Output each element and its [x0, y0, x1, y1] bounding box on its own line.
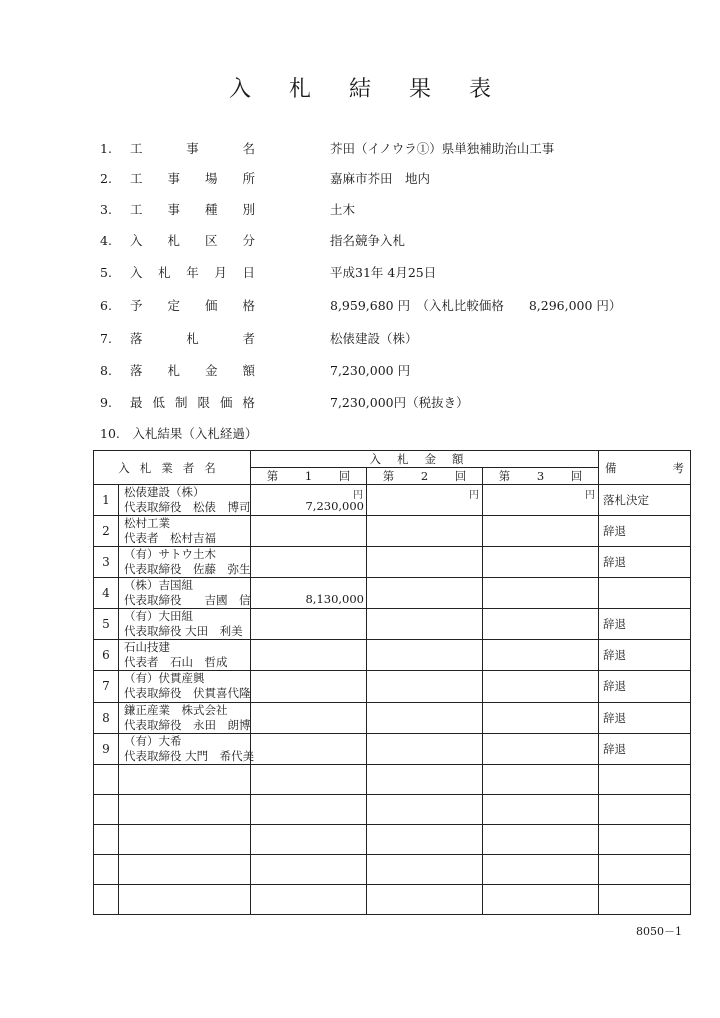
- note-cell: 辞退: [599, 702, 691, 733]
- info-row: [100, 228, 406, 252]
- info-label-char: 格: [242, 298, 255, 313]
- header-round-2: 第 2 回: [367, 468, 483, 485]
- info-row: [100, 260, 437, 284]
- bid-amount-round-3: [483, 609, 599, 640]
- bid-amount-round-3: [483, 516, 599, 547]
- info-value: 松俵建設（株）: [330, 331, 418, 346]
- info-label-char: 予: [130, 298, 143, 313]
- info-label-char: 最: [130, 395, 143, 410]
- bid-rows: [94, 485, 691, 915]
- representative: 代表者 石山 哲成: [124, 655, 228, 670]
- bidder-cell: [119, 485, 251, 516]
- info-row: [100, 197, 356, 221]
- info-value: 7,230,000 円: [330, 363, 411, 378]
- row-number: 3: [94, 547, 119, 578]
- company-name: 鎌正産業 株式会社: [124, 702, 228, 717]
- bidder-cell: [119, 733, 255, 764]
- table-row: [94, 485, 691, 516]
- empty-cell: [119, 854, 251, 884]
- bid-amount-round-3: [483, 578, 599, 609]
- empty-row: [94, 824, 691, 854]
- info-label-char: 工: [130, 141, 143, 156]
- row-number: 7: [94, 671, 119, 702]
- info-label-char: 月: [214, 265, 227, 280]
- empty-cell: [367, 884, 483, 914]
- company-name: 石山技建: [124, 640, 170, 655]
- header-bidder-name: 入札業者名: [94, 451, 251, 485]
- info-label-char: 札: [167, 233, 180, 248]
- row-number: 1: [94, 485, 119, 516]
- header-round-3: 第 3 回: [483, 468, 599, 485]
- info-label-char: 落: [130, 363, 143, 378]
- info-label: [130, 200, 255, 218]
- bid-amount-round-2: [367, 733, 483, 764]
- info-label-char: 札: [158, 265, 171, 280]
- info-label: [130, 139, 255, 157]
- header-note: [599, 451, 691, 485]
- representative: 代表者 松村吉福: [124, 531, 216, 546]
- bid-amount-round-1: [251, 485, 367, 516]
- note-cell: 辞退: [599, 640, 691, 671]
- info-label-char: 金: [204, 363, 218, 378]
- bid-amount-round-1: [251, 640, 367, 671]
- empty-cell: [94, 824, 119, 854]
- table-row: [94, 516, 691, 547]
- info-value: 平成31年 4月25日: [330, 265, 437, 280]
- bidder-cell: [119, 640, 251, 671]
- bid-amount-round-2: [367, 702, 483, 733]
- document-title: 入札結果表: [228, 77, 529, 102]
- info-value: 土木: [330, 202, 356, 217]
- note-cell: [599, 578, 691, 609]
- representative: 代表取締役 佐藤 弥生: [124, 562, 251, 577]
- info-number: 9.: [100, 394, 112, 410]
- info-label-char: 年: [186, 265, 199, 280]
- row-number: 9: [94, 733, 119, 764]
- info-label-char: 工: [130, 202, 143, 217]
- info-label-char: 日: [242, 265, 255, 280]
- bid-amount-round-1: [251, 516, 367, 547]
- empty-cell: [367, 854, 483, 884]
- yen-unit: 円: [353, 490, 363, 502]
- info-label: [130, 231, 255, 249]
- info-number: 7.: [100, 330, 112, 346]
- info-row: [100, 166, 431, 190]
- info-label-char: 場: [204, 171, 218, 186]
- bid-value: 8,130,000: [305, 592, 364, 607]
- bid-amount-round-3: [483, 547, 599, 578]
- representative: 代表取締役 永田 朗博: [124, 717, 251, 732]
- bid-amount-round-2: [367, 578, 483, 609]
- info-label-char: 入: [130, 233, 143, 248]
- header-note-char-2: 考: [672, 460, 684, 475]
- company-name: 松俵建設（株）: [124, 485, 205, 500]
- empty-cell: [599, 854, 691, 884]
- info-number: 3.: [100, 201, 112, 217]
- row-number: 2: [94, 516, 119, 547]
- empty-cell: [94, 854, 119, 884]
- empty-row: [94, 764, 691, 794]
- empty-cell: [367, 794, 483, 824]
- empty-cell: [599, 824, 691, 854]
- bid-amount-round-2: [367, 547, 483, 578]
- company-name: （有）伏貫産興: [124, 671, 205, 686]
- empty-cell: [599, 884, 691, 914]
- representative: 代表取締役 伏貫喜代隆: [124, 686, 251, 701]
- company-name: 松村工業: [124, 516, 170, 531]
- bid-amount-round-3: [483, 485, 599, 516]
- note-cell: 落札決定: [599, 485, 691, 516]
- info-row: [100, 136, 555, 160]
- info-label-char: 定: [167, 298, 180, 313]
- info-row: [100, 293, 622, 317]
- bid-amount-round-1: [251, 702, 367, 733]
- bid-amount-round-3: [483, 640, 599, 671]
- bid-amount-round-3: [483, 671, 599, 702]
- info-label-char: 種: [204, 202, 218, 217]
- info-label-char: 事: [167, 171, 180, 186]
- note-cell: 辞退: [599, 733, 691, 764]
- empty-cell: [367, 764, 483, 794]
- bid-amount-round-3: [483, 733, 599, 764]
- representative: 代表取締役 大田 利美: [124, 624, 243, 639]
- info-number: 1.: [100, 140, 112, 156]
- representative: 代表取締役 松俵 博司: [124, 500, 251, 515]
- empty-cell: [483, 794, 599, 824]
- empty-cell: [94, 794, 119, 824]
- info-label-char: 区: [204, 233, 218, 248]
- bidder-cell: [119, 516, 251, 547]
- bid-amount-round-2: [367, 485, 483, 516]
- empty-cell: [483, 824, 599, 854]
- empty-cell: [119, 764, 251, 794]
- bid-amount-round-2: [367, 609, 483, 640]
- info-row: [100, 390, 469, 414]
- empty-cell: [483, 884, 599, 914]
- representative: 代表取締役 大門 希代美: [124, 748, 255, 763]
- info-label: [130, 361, 255, 379]
- info-label: [130, 329, 255, 347]
- yen-unit: 円: [585, 490, 595, 502]
- info-label-char: 入: [130, 265, 143, 280]
- table-row: [94, 547, 691, 578]
- info-label-char: 事: [167, 202, 180, 217]
- header-round-1: 第 1 回: [251, 468, 367, 485]
- bid-amount-round-1: [251, 547, 367, 578]
- bid-value: 7,230,000: [305, 499, 364, 514]
- table-row: [94, 578, 691, 609]
- empty-cell: [119, 794, 251, 824]
- table-row: [94, 702, 691, 733]
- empty-cell: [251, 884, 367, 914]
- info-row: [100, 326, 418, 350]
- info-label-char: 名: [242, 141, 255, 156]
- table-row: [94, 733, 691, 764]
- section10-heading: 10. 入札結果（入札経過）: [100, 426, 258, 441]
- bid-amount-round-2: [367, 516, 483, 547]
- info-label-char: 額: [242, 363, 255, 378]
- empty-cell: [119, 824, 251, 854]
- empty-cell: [251, 854, 367, 884]
- info-label: [130, 296, 255, 314]
- bid-amount-round-1: [251, 733, 367, 764]
- note-cell: 辞退: [599, 516, 691, 547]
- info-label-char: 所: [242, 171, 255, 186]
- bid-amount-round-3: [483, 702, 599, 733]
- info-label-char: 分: [242, 233, 255, 248]
- info-label-char: 別: [242, 202, 255, 217]
- info-number: 8.: [100, 362, 112, 378]
- info-label-char: 落: [130, 331, 143, 346]
- empty-row: [94, 884, 691, 914]
- company-name: （有）サトウ土木: [124, 547, 216, 562]
- info-row: [100, 358, 411, 382]
- row-number: 8: [94, 702, 119, 733]
- info-value: 芥田（イノウラ①）県単独補助治山工事: [330, 141, 555, 156]
- info-number: 2.: [100, 170, 112, 186]
- note-cell: 辞退: [599, 547, 691, 578]
- info-label-char: 格: [242, 395, 255, 410]
- company-name: （有）大田組: [124, 609, 193, 624]
- bidder-cell: [119, 547, 251, 578]
- document-code: 8050－1: [636, 925, 682, 938]
- empty-cell: [251, 794, 367, 824]
- company-name: （株）吉国組: [124, 578, 193, 593]
- info-number: 5.: [100, 264, 112, 280]
- note-cell: 辞退: [599, 671, 691, 702]
- bidder-cell: [119, 671, 251, 702]
- empty-row: [94, 794, 691, 824]
- empty-cell: [599, 794, 691, 824]
- row-number: 6: [94, 640, 119, 671]
- note-cell: 辞退: [599, 609, 691, 640]
- info-label-char: 制: [174, 395, 188, 410]
- table-row: [94, 671, 691, 702]
- bid-amount-round-1: [251, 609, 367, 640]
- info-number: 4.: [100, 232, 112, 248]
- info-label-char: 工: [130, 171, 143, 186]
- empty-cell: [119, 884, 251, 914]
- bid-amount-round-2: [367, 671, 483, 702]
- header-note-char-1: 備: [605, 460, 617, 475]
- company-name: （有）大希: [124, 733, 182, 748]
- info-number: 6.: [100, 297, 112, 313]
- info-label-char: 価: [219, 395, 233, 410]
- info-value: 8,959,680 円 （入札比較価格 8,296,000 円）: [330, 298, 622, 313]
- info-label-char: 限: [197, 395, 210, 410]
- header-bid-amount: 入札金額: [251, 451, 599, 468]
- bid-amount-round-1: [251, 578, 367, 609]
- info-label-char: 札: [186, 331, 199, 346]
- empty-cell: [251, 824, 367, 854]
- info-label-char: 低: [152, 395, 165, 410]
- empty-cell: [483, 854, 599, 884]
- bidder-cell: [119, 609, 251, 640]
- info-label-char: 事: [186, 141, 199, 156]
- empty-cell: [367, 824, 483, 854]
- empty-row: [94, 854, 691, 884]
- yen-unit: 円: [469, 490, 479, 502]
- bid-amount-round-1: [251, 671, 367, 702]
- info-label-char: 者: [242, 331, 255, 346]
- info-label-char: 札: [167, 363, 180, 378]
- table-row: [94, 609, 691, 640]
- bid-results-table: [93, 450, 691, 915]
- empty-cell: [483, 764, 599, 794]
- info-label: [130, 169, 255, 187]
- empty-cell: [94, 884, 119, 914]
- info-label: [130, 393, 255, 411]
- info-label: [130, 263, 255, 281]
- empty-cell: [251, 764, 367, 794]
- row-number: 4: [94, 578, 119, 609]
- info-value: 指名競争入札: [330, 233, 406, 248]
- info-value: 7,230,000円（税抜き）: [330, 395, 469, 410]
- info-value: 嘉麻市芥田 地内: [330, 171, 431, 186]
- row-number: 5: [94, 609, 119, 640]
- bid-amount-round-2: [367, 640, 483, 671]
- representative: 代表取締役 吉國 信: [124, 593, 251, 608]
- info-label-char: 価: [204, 298, 218, 313]
- empty-cell: [599, 764, 691, 794]
- bidder-cell: [119, 578, 251, 609]
- empty-cell: [94, 764, 119, 794]
- bidder-cell: [119, 702, 251, 733]
- table-row: [94, 640, 691, 671]
